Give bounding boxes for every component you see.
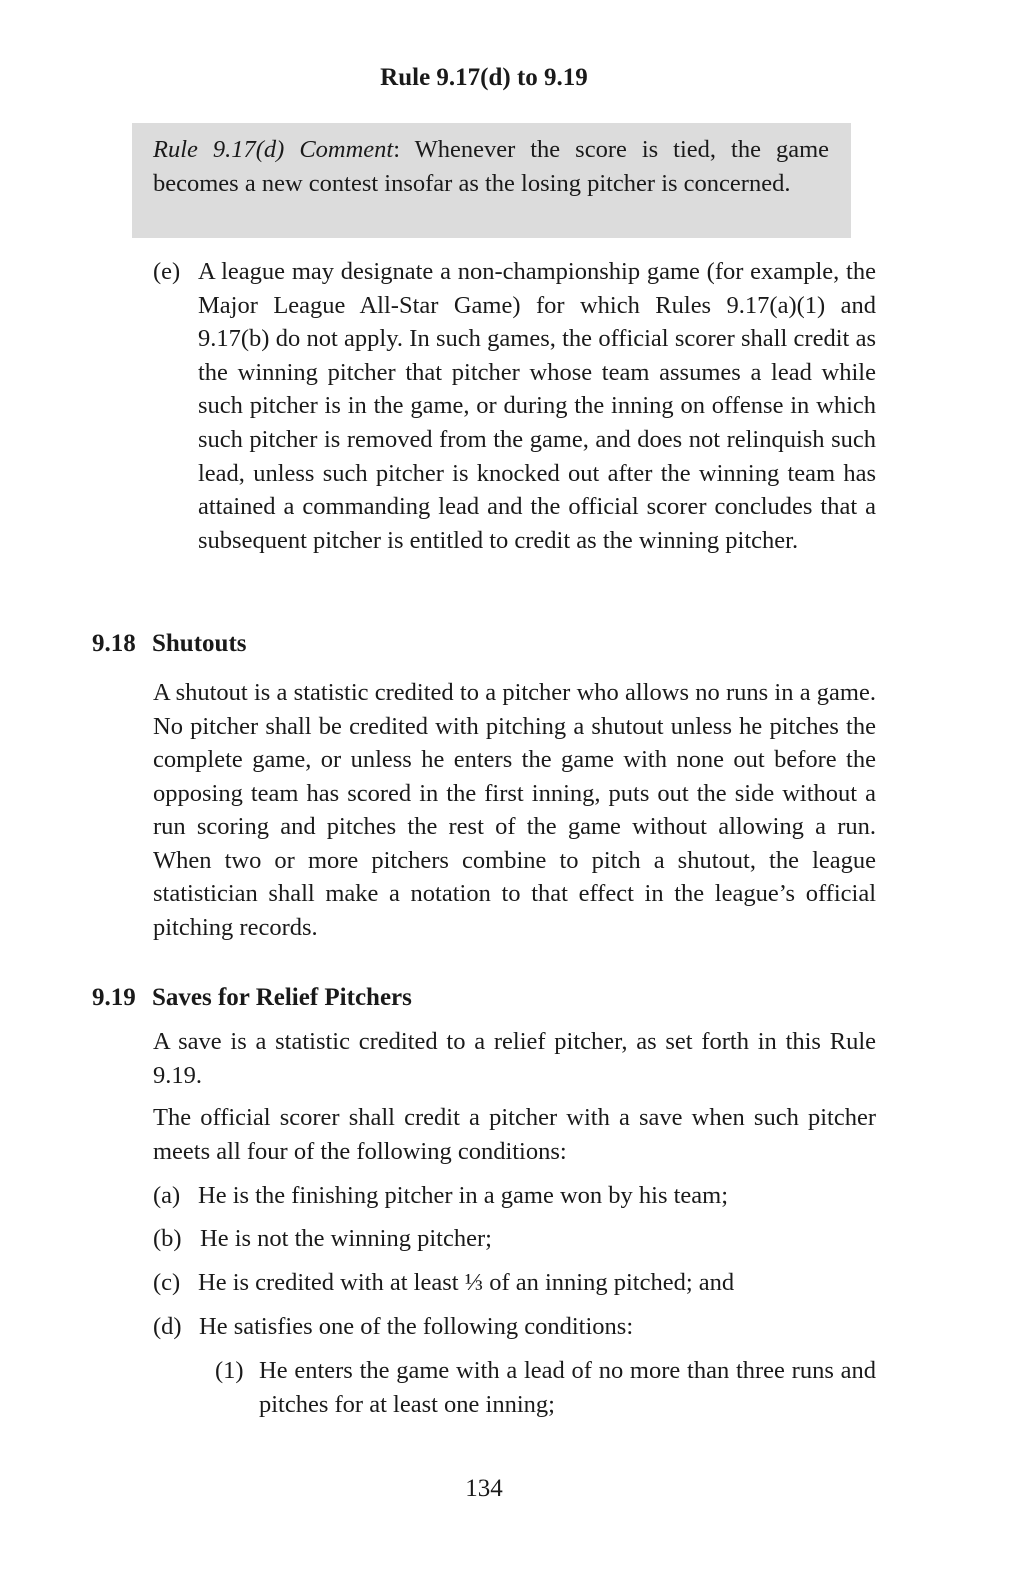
condition-item	[153, 1222, 876, 1256]
condition-item	[153, 1266, 876, 1300]
save-intro-paragraph: A save is a statistic credited to a relief pitcher, as set forth in this Rule 9.19.	[153, 1028, 876, 1089]
item-marker: (e)	[153, 258, 181, 285]
page-header: Rule 9.17(d) to 9.19	[380, 64, 588, 91]
comment-text: : Whenever the score is tied, the game becomes a new contest insofar as the losing pitcher is concerned.	[153, 136, 829, 197]
rule-9-17e-item	[153, 255, 876, 557]
condition-item	[153, 1179, 876, 1213]
comment-label: Rule 9.17(d) Comment	[153, 136, 394, 163]
section-number: 9.18	[92, 630, 136, 657]
item-marker: (c)	[153, 1269, 181, 1296]
page-number: 134	[465, 1475, 503, 1502]
item-text: He satisfies one of the following conditions:	[199, 1313, 634, 1340]
condition-item	[153, 1310, 876, 1344]
item-marker: (a)	[153, 1182, 181, 1209]
item-text: He enters the game with a lead of no more than three runs and pitches for at least one inning;	[259, 1357, 876, 1418]
subcondition-item	[215, 1354, 876, 1421]
item-text: He is the finishing pitcher in a game won by his team;	[198, 1182, 729, 1209]
item-text: He is not the winning pitcher;	[200, 1225, 492, 1252]
item-marker: (1)	[215, 1357, 244, 1384]
shutout-paragraph: A shutout is a statistic credited to a pitcher who allows no runs in a game. No pitcher shall be credited with pitching a shutout unless he pitches the complete game, or unless he enters the game with none out before the opposing team has scored in the first inning, puts out the side without a run scoring and pitches the rest of the game without allowing a run. When two or more pitchers combine to pitch a shutout, the league statistician shall make a notation to that effect in the league’s official pitching records.	[153, 679, 876, 941]
item-marker: (b)	[153, 1225, 182, 1252]
section-title: Shutouts	[152, 630, 247, 657]
section-heading-9-19	[92, 982, 412, 1014]
item-text: A league may designate a non-championship game (for example, the Major League All-Star Game) for which Rules 9.17(a)(1) and 9.17(b) do not apply. In such games, the official scorer shall credit as the winning pitcher that pitcher whose team assumes a lead while such pitcher is in the game, or during the inning on offense in which such pitcher is removed from the game, and does not relinquish such lead, unless such pitcher is knocked out after the winning team has attained a commanding lead and the official scorer concludes that a subsequent pitcher is entitled to credit as the winning pitcher.	[198, 258, 876, 554]
item-text: He is credited with at least ⅓ of an inning pitched; and	[198, 1269, 735, 1296]
section-number: 9.19	[92, 984, 136, 1011]
save-conditions-paragraph: The official scorer shall credit a pitcher with a save when such pitcher meets all four of the following conditions:	[153, 1104, 876, 1165]
rule-comment-box	[132, 123, 851, 238]
section-title: Saves for Relief Pitchers	[152, 984, 412, 1011]
item-marker: (d)	[153, 1313, 182, 1340]
section-heading-9-18	[92, 628, 247, 660]
